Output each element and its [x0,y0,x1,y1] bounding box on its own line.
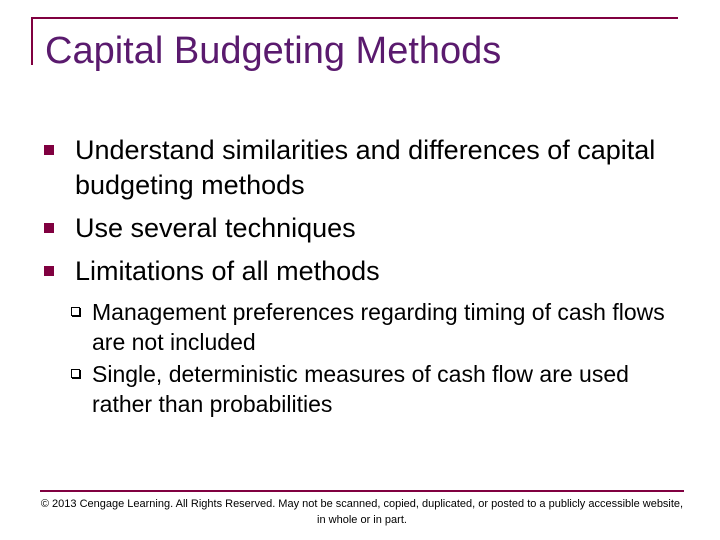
sub-bullet-list [75,297,682,419]
bullet-text: Limitations of all methods [75,256,380,286]
bullet-list [42,133,682,427]
sub-bullet-text: Single, deterministic measures of cash flow are used rather than probabilities [92,361,629,417]
copyright-footer: © 2013 Cengage Learning. All Rights Reserved. May not be scanned, copied, duplicated, or posted to a publicly accessible website, in whole or in part. [40,498,684,526]
square-bullet-icon [44,223,54,233]
sub-bullet-item [71,297,682,357]
hollow-square-bullet-icon [71,307,80,316]
bullet-item [42,211,682,246]
square-bullet-icon [44,266,54,276]
sub-bullet-item [71,359,682,419]
bullet-item [42,254,682,419]
bullet-text: Understand similarities and differences of capital budgeting methods [75,135,656,200]
square-bullet-icon [44,145,54,155]
bullet-item [42,133,682,203]
bullet-text: Use several techniques [75,213,356,243]
hollow-square-bullet-icon [71,369,80,378]
title-frame-left-rule [31,17,33,65]
sub-bullet-text: Management preferences regarding timing of cash flows are not included [92,299,665,355]
footer-divider [40,490,684,492]
slide-title: Capital Budgeting Methods [45,30,502,72]
title-frame-top-rule [31,17,678,19]
